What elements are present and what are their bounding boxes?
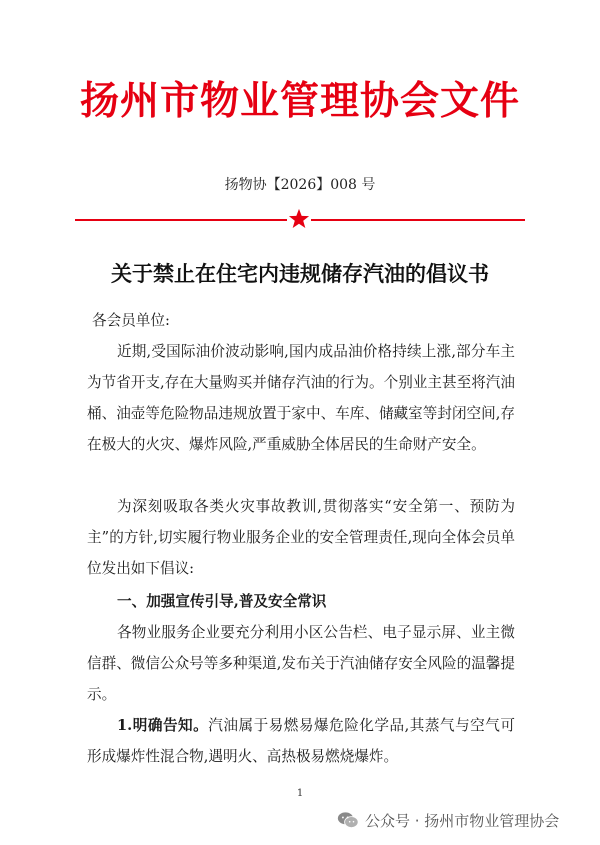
paragraph-4 bbox=[87, 710, 515, 772]
footer-watermark bbox=[337, 809, 559, 831]
red-divider-left bbox=[75, 219, 287, 221]
red-header-title: 扬州市物业管理协会文件 bbox=[79, 78, 520, 124]
document-title: 关于禁止在住宅内违规储存汽油的倡议书 bbox=[111, 261, 489, 286]
salutation: 各会员单位: bbox=[92, 312, 170, 329]
section-heading-1: 一、加强宣传引导,普及安全常识 bbox=[117, 593, 327, 610]
footer-text: 公众号 · 扬州市物业管理协会 bbox=[365, 811, 560, 830]
star-icon bbox=[288, 208, 310, 230]
document-number: 扬物协【2026】008 号 bbox=[224, 177, 376, 193]
paragraph-2: 为深刻吸取各类火灾事故教训,贯彻落实“安全第一、预防为主”的方针,切实履行物业服务企业的安全管理责任,现向全体会员单位发出如下倡议: bbox=[87, 498, 515, 577]
paragraph-1: 近期,受国际油价波动影响,国内成品油价格持续上涨,部分车主为节省开支,存在大量购买并储存汽油的行为。个别业主甚至将汽油桶、油壶等危险物品违规放置于家中、车库、储藏室等封闭空间,存在极大的火灾、爆炸风险,严重威胁全体居民的生命财产安全。 bbox=[87, 343, 515, 453]
paragraph-3: 各物业服务企业要充分利用小区公告栏、电子显示屏、业主微信群、微信公众号等多种渠道,发布关于汽油储存安全风险的温馨提示。 bbox=[87, 624, 515, 703]
paragraph-4-lead: 1.明确告知。 bbox=[117, 717, 209, 734]
page-number: 1 bbox=[296, 788, 304, 799]
wechat-icon bbox=[337, 811, 359, 829]
red-divider-right bbox=[311, 219, 525, 221]
paragraph-4-body: 汽油属于易燃易爆危险化学品,其蒸气与空气可形成爆炸性混合物,遇明火、高热极易燃烧爆炸。 bbox=[87, 717, 515, 765]
